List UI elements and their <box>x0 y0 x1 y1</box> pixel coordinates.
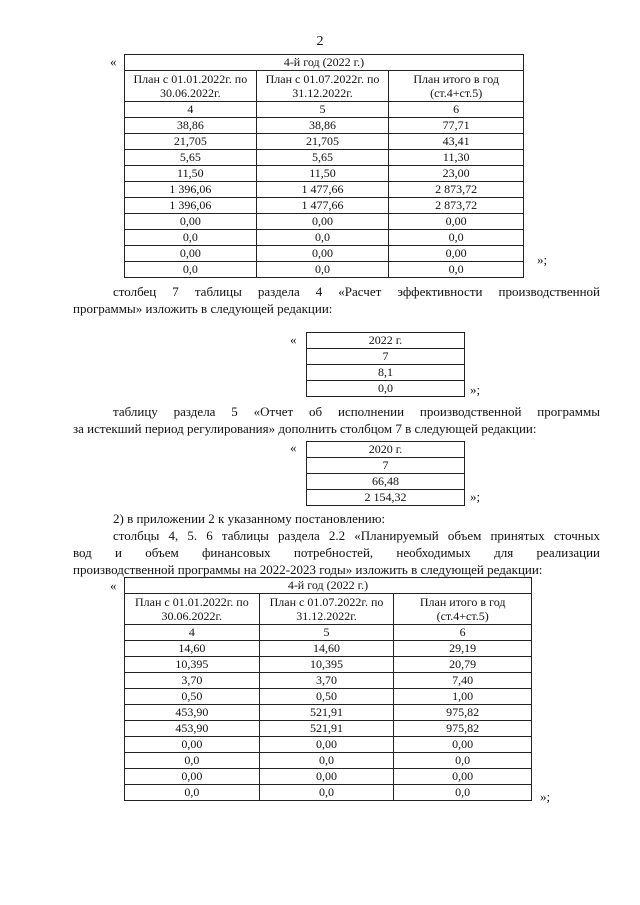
table-cell: План итого в год (ст.4+ст.5) <box>389 71 524 102</box>
table-cell: План с 01.01.2022г. по 30.06.2022г. <box>125 594 260 625</box>
paragraph-column7-section4: столбец 7 таблицы раздела 4 «Расчет эффективности производственной программы» изложить в следующей редакции: <box>73 284 600 316</box>
table-cell: 5 <box>259 625 394 641</box>
table-plan-2022-section4 <box>124 54 524 278</box>
table-cell: План итого в год (ст.4+ст.5) <box>394 594 532 625</box>
table-cell: 6 <box>394 625 532 641</box>
table-row <box>125 118 524 134</box>
table-cell: 0,00 <box>259 769 394 785</box>
table-cell: 0,0 <box>389 230 524 246</box>
table-cell: 0,0 <box>389 262 524 278</box>
table-cell: 6 <box>389 102 524 118</box>
table-header-row <box>125 594 532 625</box>
table-header-row <box>125 71 524 102</box>
table-row <box>307 333 465 349</box>
table-cell: 1 477,66 <box>256 182 389 198</box>
table-cell: 11,50 <box>256 166 389 182</box>
table-cell: 453,90 <box>125 721 260 737</box>
table-cell: 0,50 <box>259 689 394 705</box>
table-colnum-row <box>125 102 524 118</box>
table-row <box>125 753 532 769</box>
table-row <box>125 657 532 673</box>
table-cell: 3,70 <box>125 673 260 689</box>
table-colnum-row <box>125 625 532 641</box>
table-cell: 2 873,72 <box>389 198 524 214</box>
table-cell: 21,705 <box>256 134 389 150</box>
table-cell: 0,0 <box>256 262 389 278</box>
page-number: 2 <box>316 34 324 49</box>
table-cell: 0,0 <box>307 381 465 397</box>
close-semicolon: »; <box>470 382 481 397</box>
table-cell: 2022 г. <box>307 333 465 349</box>
table-cell: 0,50 <box>125 689 260 705</box>
table-row <box>125 246 524 262</box>
table-cell: 521,91 <box>259 721 394 737</box>
table-cell: 0,0 <box>125 753 260 769</box>
table-cell: 5,65 <box>125 150 257 166</box>
table-row <box>307 458 465 474</box>
table-cell: 10,395 <box>259 657 394 673</box>
table-cell: 1 396,06 <box>125 182 257 198</box>
table-row <box>307 442 465 458</box>
table-cell: 7,40 <box>394 673 532 689</box>
table-cell: 0,0 <box>125 262 257 278</box>
table-row <box>307 365 465 381</box>
table-cell: 0,0 <box>259 753 394 769</box>
table-row <box>125 166 524 182</box>
table-cell: 11,50 <box>125 166 257 182</box>
table-row <box>125 198 524 214</box>
table-row <box>307 474 465 490</box>
table-row <box>125 721 532 737</box>
table-cell: 77,71 <box>389 118 524 134</box>
open-quote: « <box>110 54 117 69</box>
table-cell: 0,00 <box>125 214 257 230</box>
table-row <box>125 134 524 150</box>
table-row <box>125 214 524 230</box>
table-cell: 2 873,72 <box>389 182 524 198</box>
table-title-row <box>125 55 524 71</box>
table-cell: 43,41 <box>389 134 524 150</box>
table-cell: 29,19 <box>394 641 532 657</box>
table-cell: 10,395 <box>125 657 260 673</box>
table-cell: 20,79 <box>394 657 532 673</box>
table-cell: 4-й год (2022 г.) <box>125 55 524 71</box>
table-cell: План с 01.07.2022г. по 31.12.2022г. <box>256 71 389 102</box>
close-semicolon: »; <box>540 789 551 804</box>
table-cell: 4-й год (2022 г.) <box>125 578 532 594</box>
table-cell: 0,00 <box>256 214 389 230</box>
table-row <box>125 641 532 657</box>
table-cell: 4 <box>125 625 260 641</box>
table-cell: 975,82 <box>394 705 532 721</box>
table-row <box>125 673 532 689</box>
table-cell: 7 <box>307 349 465 365</box>
table-cell: 5 <box>256 102 389 118</box>
table-cell: 23,00 <box>389 166 524 182</box>
close-semicolon: »; <box>470 489 481 504</box>
table-row <box>125 689 532 705</box>
table-cell: 66,48 <box>307 474 465 490</box>
table-cell: 0,00 <box>256 246 389 262</box>
table-title-row <box>125 578 532 594</box>
table-cell: 11,30 <box>389 150 524 166</box>
table-cell: 14,60 <box>125 641 260 657</box>
close-semicolon: »; <box>537 252 548 267</box>
table-row <box>125 769 532 785</box>
table-cell: 7 <box>307 458 465 474</box>
table-cell: 14,60 <box>259 641 394 657</box>
table-cell: 0,0 <box>256 230 389 246</box>
table-cell: 1 477,66 <box>256 198 389 214</box>
table-cell: 38,86 <box>256 118 389 134</box>
table-cell: 0,00 <box>389 214 524 230</box>
table-cell: 38,86 <box>125 118 257 134</box>
table-row <box>307 490 465 506</box>
table-cell: 0,0 <box>394 785 532 801</box>
table-cell: 0,00 <box>394 769 532 785</box>
table-cell: 0,00 <box>125 737 260 753</box>
table-report-2020 <box>306 441 465 506</box>
table-row <box>125 150 524 166</box>
open-quote: « <box>290 440 297 455</box>
paragraph-section5-report: таблицу раздела 5 «Отчет об исполнении производственной программы за истекший период регулирования» дополнить столбцом 7 в следующей редакции: <box>73 404 600 436</box>
table-cell: 8,1 <box>307 365 465 381</box>
table-cell: 0,00 <box>389 246 524 262</box>
table-cell: 3,70 <box>259 673 394 689</box>
table-cell: 975,82 <box>394 721 532 737</box>
table-row <box>125 785 532 801</box>
table-row <box>125 230 524 246</box>
table-cell: 21,705 <box>125 134 257 150</box>
table-row <box>125 737 532 753</box>
table-cell: 0,00 <box>125 246 257 262</box>
table-cell: 0,0 <box>125 230 257 246</box>
table-cell: 2020 г. <box>307 442 465 458</box>
table-efficiency-2022 <box>306 332 465 397</box>
table-plan-2022-section2-2 <box>124 577 532 801</box>
table-cell: 2 154,32 <box>307 490 465 506</box>
table-row <box>307 381 465 397</box>
table-row <box>125 705 532 721</box>
table-cell: 1,00 <box>394 689 532 705</box>
open-quote: « <box>110 578 117 593</box>
table-cell: 0,0 <box>394 753 532 769</box>
table-cell: 1 396,06 <box>125 198 257 214</box>
table-cell: 5,65 <box>256 150 389 166</box>
table-cell: 0,0 <box>125 785 260 801</box>
paragraph-appendix2: 2) в приложении 2 к указанному постановлению: столбцы 4, 5. 6 таблицы раздела 2.2 «Планируемый объем принятых сточных вод и объем финансовых потребностей, необходимых для реализации производственной программы на 2022-2023 годы» изложить в следующей редакции: <box>73 511 600 577</box>
table-row <box>125 262 524 278</box>
table-cell: 453,90 <box>125 705 260 721</box>
table-cell: 4 <box>125 102 257 118</box>
table-row <box>307 349 465 365</box>
table-cell: План с 01.01.2022г. по 30.06.2022г. <box>125 71 257 102</box>
table-row <box>125 182 524 198</box>
table-cell: 0,00 <box>259 737 394 753</box>
table-cell: 521,91 <box>259 705 394 721</box>
table-cell: 0,0 <box>259 785 394 801</box>
table-cell: План с 01.07.2022г. по 31.12.2022г. <box>259 594 394 625</box>
table-cell: 0,00 <box>394 737 532 753</box>
table-cell: 0,00 <box>125 769 260 785</box>
open-quote: « <box>290 332 297 347</box>
